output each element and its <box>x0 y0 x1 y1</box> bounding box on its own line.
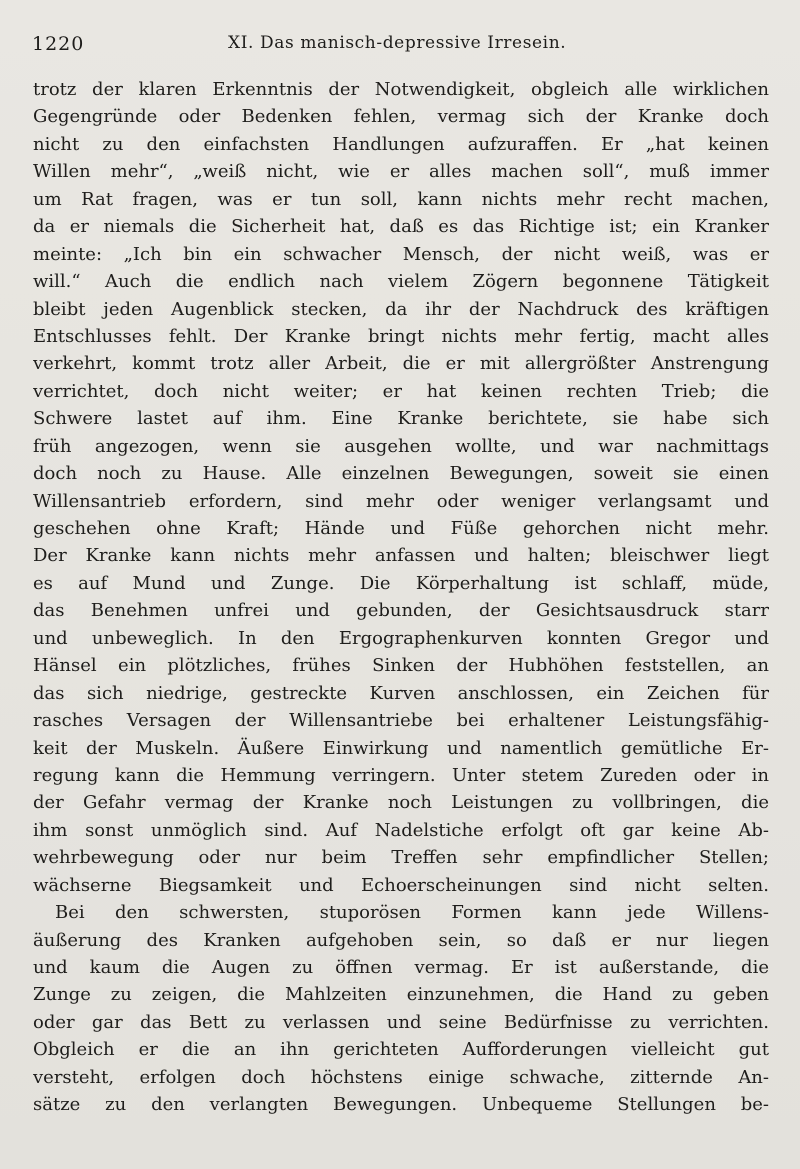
text-line: das Benehmen unfrei und gebunden, der Gesichtsausdruck starr <box>33 600 769 622</box>
text-line: ihm sonst unmöglich sind. Auf Nadelstiche erfolgt oft gar keine Ab- <box>33 819 769 841</box>
text-line: verrichtet, doch nicht weiter; er hat keinen rechten Trieb; die <box>33 380 769 402</box>
text-line: der Gefahr vermag der Kranke noch Leistungen zu vollbringen, die <box>33 792 769 814</box>
text-line: Obgleich er die an ihn gerichteten Aufforderungen vielleicht gut <box>33 1039 769 1061</box>
text-line: verkehrt, kommt trotz aller Arbeit, die er mit allergrößter Anstrengung <box>33 353 769 375</box>
text-line: wächserne Biegsamkeit und Echoerscheinungen sind nicht selten. <box>33 874 769 896</box>
paragraph-start-line: Bei den schwersten, stuporösen Formen kann jede Willens- <box>55 902 769 924</box>
body-text <box>33 76 769 1119</box>
text-line: regung kann die Hemmung verringern. Unter stetem Zureden oder in <box>33 764 769 786</box>
text-line: Zunge zu zeigen, die Mahlzeiten einzunehmen, die Hand zu geben <box>33 984 769 1006</box>
page-number: 1220 <box>32 33 85 55</box>
text-line: bleibt jeden Augenblick stecken, da ihr der Nachdruck des kräftigen <box>33 298 769 320</box>
text-line: Entschlusses fehlt. Der Kranke bringt nichts mehr fertig, macht alles <box>33 325 769 347</box>
text-line: Schwere lastet auf ihm. Eine Kranke berichtete, sie habe sich <box>33 408 769 430</box>
text-line: da er niemals die Sicherheit hat, daß es das Richtige ist; ein Kranker <box>33 216 769 238</box>
text-line: trotz der klaren Erkenntnis der Notwendigkeit, obgleich alle wirklichen <box>33 79 769 100</box>
text-line: Der Kranke kann nichts mehr anfassen und halten; bleischwer liegt <box>33 545 769 567</box>
text-line: und kaum die Augen zu öffnen vermag. Er ist außerstande, die <box>33 957 769 978</box>
text-line: es auf Mund und Zunge. Die Körperhaltung ist schlaff, müde, <box>33 572 769 594</box>
text-line: will.“ Auch die endlich nach vielem Zögern begonnene Tätigkeit <box>33 271 769 293</box>
text-line: äußerung des Kranken aufgehoben sein, so daß er nur liegen <box>33 929 769 951</box>
chapter-title: XI. Das manisch-depressive Irresein. <box>228 33 567 53</box>
text-line: versteht, erfolgen doch höchstens einige schwache, zitternde An- <box>33 1066 769 1088</box>
running-head <box>32 33 772 59</box>
text-line: Hänsel ein plötzliches, frühes Sinken der Hubhöhen feststellen, an <box>33 655 769 677</box>
text-line: oder gar das Bett zu verlassen und seine Bedürfnisse zu verrichten. <box>33 1011 769 1033</box>
text-line: doch noch zu Hause. Alle einzelnen Bewegungen, soweit sie einen <box>33 463 769 485</box>
text-line: Gegengründe oder Bedenken fehlen, vermag sich der Kranke doch <box>33 106 769 128</box>
text-line: geschehen ohne Kraft; Hände und Füße gehorchen nicht mehr. <box>33 518 769 539</box>
text-line: sätze zu den verlangten Bewegungen. Unbequeme Stellungen be- <box>33 1094 769 1116</box>
text-line: wehrbewegung oder nur beim Treffen sehr empfindlicher Stellen; <box>33 847 769 869</box>
text-line: meinte: „Ich bin ein schwacher Mensch, der nicht weiß, was er <box>33 243 769 265</box>
text-line: nicht zu den einfachsten Handlungen aufzuraffen. Er „hat keinen <box>33 133 769 155</box>
text-line: und unbeweglich. In den Ergographenkurven konnten Gregor und <box>33 627 769 649</box>
text-line: Willensantrieb erfordern, sind mehr oder weniger verlangsamt und <box>33 490 769 512</box>
text-line: um Rat fragen, was er tun soll, kann nichts mehr recht machen, <box>33 188 769 210</box>
text-line: keit der Muskeln. Äußere Einwirkung und namentlich gemütliche Er- <box>33 737 769 759</box>
text-line: Willen mehr“, „weiß nicht, wie er alles machen soll“, muß immer <box>33 161 769 183</box>
text-line: das sich niedrige, gestreckte Kurven anschlossen, ein Zeichen für <box>33 682 769 704</box>
text-line: früh angezogen, wenn sie ausgehen wollte, und war nachmittags <box>33 435 769 457</box>
text-line: rasches Versagen der Willensantriebe bei erhaltener Leistungsfähig- <box>33 710 769 732</box>
